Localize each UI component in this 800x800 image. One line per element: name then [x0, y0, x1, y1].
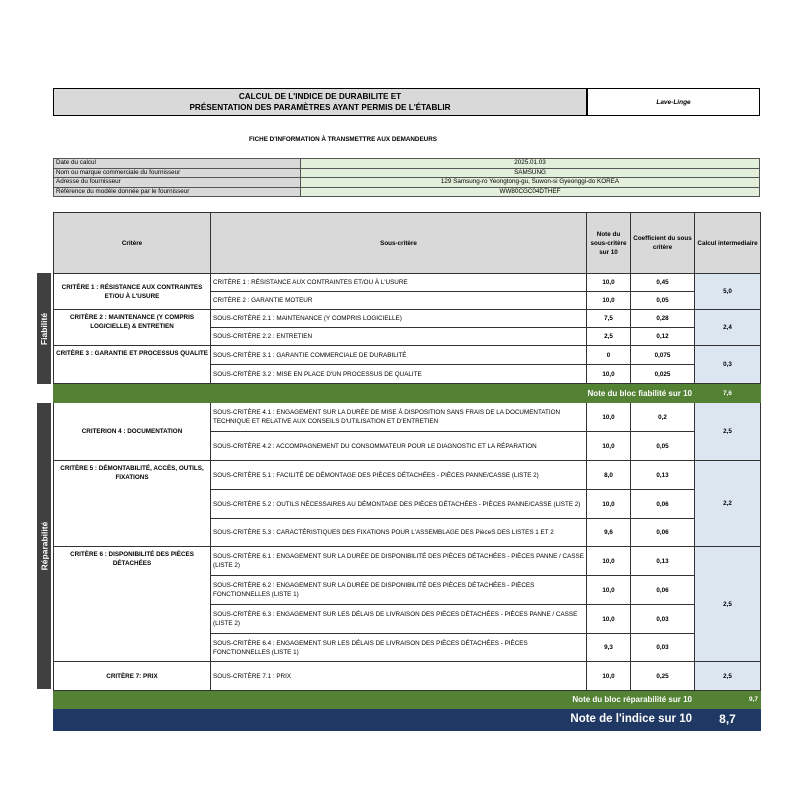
- col-critere: Critère: [54, 213, 211, 274]
- calc-value: 5,0: [695, 274, 761, 310]
- note-value: 10,0: [587, 547, 631, 576]
- info-row: [54, 187, 760, 197]
- table-row: [54, 547, 761, 576]
- info-row: [54, 168, 760, 178]
- info-value: SAMSUNG: [301, 168, 760, 178]
- block-label-reparabilite: Réparabilité: [37, 403, 51, 689]
- coef-value: 0,2: [631, 403, 695, 432]
- fiabilite-total-row: [54, 384, 761, 403]
- table-row: [54, 461, 761, 490]
- reparabilite-total-label: Note du bloc réparabilité sur 10: [54, 691, 695, 709]
- col-coef: Coefficient du sous critère: [631, 213, 695, 274]
- sub-criterion: CRITÈRE 2 : GARANTIE MOTEUR: [211, 292, 587, 310]
- table-row: [54, 662, 761, 691]
- criterion-7: CRITÈRE 7: PRIX: [54, 662, 211, 691]
- note-value: 10,0: [587, 403, 631, 432]
- coef-value: 0,13: [631, 547, 695, 576]
- calc-value: 2,5: [695, 403, 761, 461]
- sub-criterion: SOUS-CRITÈRE 6.4 : ENGAGEMENT SUR LES DÉLAIS DE LIVRAISON DES PIÈCES DÉTACHÉES - PIÈCES FONCTIONNELLES (LISTE 1): [211, 634, 587, 662]
- note-value: 10,0: [587, 576, 631, 605]
- note-value: 0: [587, 346, 631, 365]
- calc-value: 2,5: [695, 547, 761, 662]
- product-type: Lave-Linge: [587, 88, 760, 116]
- coef-value: 0,03: [631, 605, 695, 634]
- coef-value: 0,03: [631, 634, 695, 662]
- note-value: 10,0: [587, 490, 631, 519]
- coef-value: 0,12: [631, 328, 695, 346]
- durability-table: [53, 212, 761, 731]
- coef-value: 0,05: [631, 292, 695, 310]
- criterion-5: CRITÈRE 5 : DÉMONTABILITÉ, ACCÈS, OUTILS, FIXATIONS: [54, 461, 211, 547]
- document-title: [53, 88, 587, 116]
- coef-value: 0,06: [631, 576, 695, 605]
- sub-criterion: SOUS-CRITÈRE 6.2 : ENGAGEMENT SUR LA DURÉE DE DISPONIBILITÉ DES PIÈCES DÉTACHÉES - PIÈCES FONCTIONNELLES (LISTE 1): [211, 576, 587, 605]
- coef-value: 0,45: [631, 274, 695, 292]
- criterion-6: CRITÈRE 6 : DISPONIBILITÉ DES PIÈCES DÉTACHÉES: [54, 547, 211, 662]
- col-note: Note du sous-critère sur 10: [587, 213, 631, 274]
- sub-criterion: SOUS-CRITÈRE 3.2 : MISE EN PLACE D'UN PROCESSUS DE QUALITE: [211, 365, 587, 384]
- note-value: 8,0: [587, 461, 631, 490]
- calc-value: 2,4: [695, 310, 761, 346]
- note-value: 10,0: [587, 365, 631, 384]
- criterion-2: CRITÈRE 2 : MAINTENANCE (Y COMPRIS LOGICIELLE) & ENTRETIEN: [54, 310, 211, 346]
- table-row: [54, 274, 761, 292]
- coef-value: 0,075: [631, 346, 695, 365]
- note-value: 2,5: [587, 328, 631, 346]
- sub-criterion: SOUS-CRITÈRE 5.2 : OUTILS NÉCESSAIRES AU DÉMONTAGE DES PIÈCES DÉTACHÉES - PIÈCES PANNE/CASSE (LISTE 2): [211, 490, 587, 519]
- sub-criterion: SOUS-CRITÈRE 2.2 : ENTRETIEN: [211, 328, 587, 346]
- table-row: [54, 403, 761, 432]
- coef-value: 0,28: [631, 310, 695, 328]
- coef-value: 0,05: [631, 432, 695, 461]
- sub-criterion: SOUS-CRITÈRE 2.1 : MAINTENANCE (Y COMPRIS LOGICIELLE): [211, 310, 587, 328]
- indice-total-label: Note de l'indice sur 10: [54, 709, 695, 731]
- note-value: 10,0: [587, 292, 631, 310]
- info-value: WW80CGC04DTHEF: [301, 187, 760, 197]
- table-row: [54, 310, 761, 328]
- criterion-4: CRITERION 4 : DOCUMENTATION: [54, 403, 211, 461]
- info-label: Nom ou marque commerciale du fournisseur: [54, 168, 301, 178]
- supplier-info-table: [53, 158, 760, 197]
- criterion-1: CRITÈRE 1 : RÉSISTANCE AUX CONTRAINTES ET/OU À L'USURE: [54, 274, 211, 310]
- sub-criterion: SOUS-CRITÈRE 7.1 : PRIX: [211, 662, 587, 691]
- col-sous-critere: Sous-critère: [211, 213, 587, 274]
- info-label: Référence du modèle donnée par le fournisseur: [54, 187, 301, 197]
- info-row: [54, 178, 760, 188]
- title-line-1: CALCUL DE L'INDICE DE DURABILITE ET: [238, 92, 402, 101]
- info-value: 129 Samsung-ro Yeongtong-gu, Suwon-si Gyeonggi-do KOREA: [301, 178, 760, 188]
- note-value: 10,0: [587, 274, 631, 292]
- sub-criterion: SOUS-CRITÈRE 6.1 : ENGAGEMENT SUR LA DURÉE DE DISPONIBILITÉ DES PIÈCES DÉTACHÉES - PIÈCES PANNE / CASSE (LISTE 2): [211, 547, 587, 576]
- indice-total-value: 8,7: [695, 709, 761, 731]
- info-row: [54, 159, 760, 169]
- note-value: 7,5: [587, 310, 631, 328]
- coef-value: 0,13: [631, 461, 695, 490]
- sub-criterion: CRITÈRE 1 : RÉSISTANCE AUX CONTRAINTES ET/OU À L'USURE: [211, 274, 587, 292]
- sub-criterion: SOUS-CRITÈRE 6.3 : ENGAGEMENT SUR LES DÉLAIS DE LIVRAISON DES PIÈCES DÉTACHÉES - PIÈCES PANNE / CASSE (LISTE 2): [211, 605, 587, 634]
- table-row: [54, 346, 761, 365]
- sub-criterion: SOUS-CRITÈRE 4.2 : ACCOMPAGNEMENT DU CONSOMMATEUR POUR LE DIAGNOSTIC ET LA RÉPARATION: [211, 432, 587, 461]
- col-calc: Calcul intermediaire: [695, 213, 761, 274]
- coef-value: 0,25: [631, 662, 695, 691]
- coef-value: 0,025: [631, 365, 695, 384]
- header-row: [54, 213, 761, 274]
- info-value: 2025.01.03: [301, 159, 760, 169]
- sub-criterion: SOUS-CRITÈRE 5.3 : CARACTÉRISTIQUES DES FIXATIONS POUR L'ASSEMBLAGE DES PièceS DES LISTES 1 ET 2: [211, 519, 587, 547]
- note-value: 10,0: [587, 432, 631, 461]
- sub-criterion: SOUS-CRITÈRE 3.1 : GARANTIE COMMERCIALE DE DURABILITÉ: [211, 346, 587, 365]
- note-value: 10,0: [587, 605, 631, 634]
- info-label: Date du calcul: [54, 159, 301, 169]
- fiabilite-total-value: 7,6: [695, 384, 761, 403]
- note-value: 9,3: [587, 634, 631, 662]
- calc-value: 0,3: [695, 346, 761, 384]
- criterion-3: CRITÈRE 3 : GARANTIE ET PROCESSUS QUALITE: [54, 346, 211, 384]
- reparabilite-total-value: 9,7: [695, 691, 761, 709]
- title-line-2: PRÉSENTATION DES PARAMÈTRES AYANT PERMIS DE L'ÉTABLIR: [189, 103, 451, 112]
- coef-value: 0,06: [631, 490, 695, 519]
- fiabilite-total-label: Note du bloc fiabilité sur 10: [54, 384, 695, 403]
- indice-total-row: [54, 709, 761, 731]
- note-value: 10,0: [587, 662, 631, 691]
- calc-value: 2,5: [695, 662, 761, 691]
- coef-value: 0,06: [631, 519, 695, 547]
- sub-criterion: SOUS-CRITÈRE 4.1 : ENGAGEMENT SUR LA DURÉE DE MISE À DISPOSITION SANS FRAIS DE LA DOCUMENTATION TECHNIQUE ET RELATIVE AUX CONSEILS D'UTILISATION ET D'ENTRETIEN: [211, 403, 587, 432]
- reparabilite-total-row: [54, 691, 761, 709]
- info-label: Adresse du fournisseur: [54, 178, 301, 188]
- note-value: 9,6: [587, 519, 631, 547]
- fiche-title: FICHE D'INFORMATION À TRANSMETTRE AUX DEMANDEURS: [249, 136, 437, 143]
- block-label-fiabilite: Fiabilité: [37, 273, 51, 384]
- calc-value: 2,2: [695, 461, 761, 547]
- sub-criterion: SOUS-CRITÈRE 5.1 : FACILITÉ DE DÉMONTAGE DES PIÈCES DÉTACHÉES - PIÈCES PANNE/CASSE (LISTE 2): [211, 461, 587, 490]
